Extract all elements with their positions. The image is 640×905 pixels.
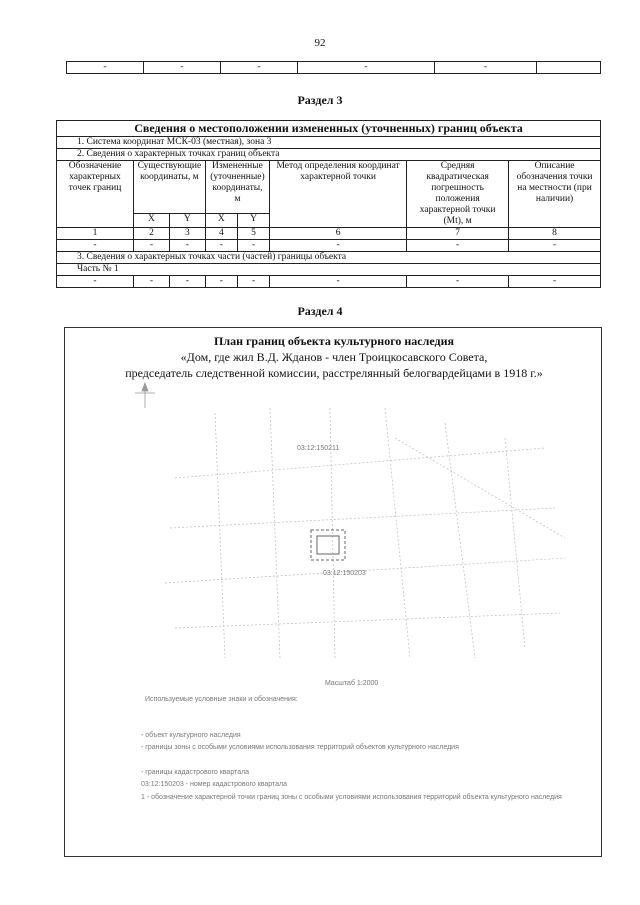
cell: - xyxy=(435,62,537,74)
cell xyxy=(537,62,601,74)
table-heading: Сведения о местоположении измененных (уточненных) границ объекта xyxy=(57,121,601,137)
table-row: Часть № 1 xyxy=(57,264,601,276)
col-y: Y xyxy=(169,213,205,227)
legend-item: - объект культурного наследия xyxy=(141,732,241,739)
legend-item: 1 - обозначение характерной точки границ зоны с особыми условиями использования территорий объекта культурного наследия xyxy=(141,794,562,801)
col-header: Средняя квадратическая погрешность положения характерной точки (Mt), м xyxy=(407,161,509,228)
col-header: Существующие координаты, м xyxy=(134,161,206,214)
cell: - xyxy=(270,276,407,288)
col-number: 7 xyxy=(407,228,509,240)
cell: - xyxy=(270,240,407,252)
cell: - xyxy=(205,240,237,252)
map-streets xyxy=(165,408,565,658)
cell: - xyxy=(509,240,601,252)
legend-item: - границы зоны с особыми условиями использования территорий объектов культурного наследия xyxy=(141,744,459,751)
cell: - xyxy=(144,62,221,74)
cultural-object-boundary xyxy=(311,530,345,560)
table-row: 3. Сведения о характерных точках части (частей) границы объекта xyxy=(57,252,601,264)
col-x: X xyxy=(205,213,237,227)
north-arrow-icon xyxy=(135,383,155,408)
boundaries-table xyxy=(56,120,601,288)
cadastral-number-label: 03:12:150203 xyxy=(323,570,366,577)
col-number: 1 xyxy=(57,228,134,240)
col-header: Метод определения координат характерной точки xyxy=(270,161,407,228)
cell: - xyxy=(169,276,205,288)
col-y: Y xyxy=(237,213,269,227)
col-number: 6 xyxy=(270,228,407,240)
map-scale: Масштаб 1:2000 xyxy=(325,680,379,687)
col-header: Измененные (уточненные) координаты, м xyxy=(205,161,269,214)
table-row: 2. Сведения о характерных точках границ объекта xyxy=(57,149,601,161)
page-number: 92 xyxy=(314,37,326,49)
legend-title: Используемые условные знаки и обозначения: xyxy=(145,696,298,703)
section4-title: Раздел 4 xyxy=(297,304,343,318)
cell: - xyxy=(134,276,170,288)
col-header: Обозначение характерных точек границ xyxy=(57,161,134,228)
col-number: 8 xyxy=(509,228,601,240)
col-number: 2 xyxy=(134,228,170,240)
cell: - xyxy=(407,240,509,252)
legend-item: - границы кадастрового квартала xyxy=(141,769,250,776)
continuation-table xyxy=(66,61,601,74)
cell: - xyxy=(237,276,269,288)
cadastral-number-label: 03:12:150211 xyxy=(297,445,340,452)
cadastral-map xyxy=(65,328,603,858)
col-number: 4 xyxy=(205,228,237,240)
section3-title: Раздел 3 xyxy=(297,93,343,107)
cell: - xyxy=(169,240,205,252)
col-x: X xyxy=(134,213,170,227)
cell: - xyxy=(205,276,237,288)
col-number: 3 xyxy=(169,228,205,240)
cell: - xyxy=(134,240,170,252)
cell: - xyxy=(407,276,509,288)
plan-subtitle: председатель следственной комиссии, расстрелянный белогвардейцами в 1918 г.» xyxy=(125,366,543,380)
boundary-plan xyxy=(64,327,602,857)
col-number: 5 xyxy=(237,228,269,240)
cell: - xyxy=(509,276,601,288)
cell: - xyxy=(57,276,134,288)
legend-item: 03:12:150203 - номер кадастрового квартала xyxy=(141,781,288,788)
plan-subtitle: «Дом, где жил В.Д. Жданов - член Троицкосавского Совета, xyxy=(180,350,488,364)
cell: - xyxy=(67,62,144,74)
plan-title: План границ объекта культурного наследия xyxy=(214,334,454,348)
cell: - xyxy=(221,62,298,74)
cell: - xyxy=(237,240,269,252)
table-row: 1. Система координат МСК-03 (местная), зона 3 xyxy=(57,137,601,149)
cell: - xyxy=(57,240,134,252)
cell: - xyxy=(298,62,435,74)
col-header: Описание обозначения точки на местности (при наличии) xyxy=(509,161,601,228)
